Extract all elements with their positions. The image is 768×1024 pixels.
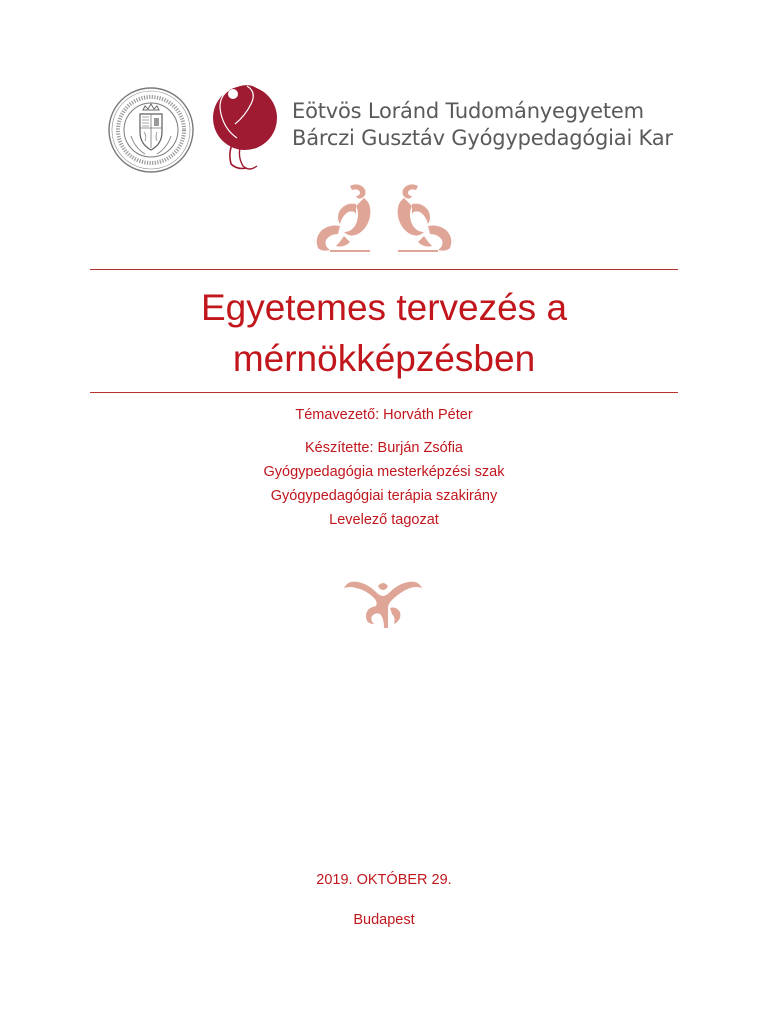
study-mode-line: Levelező tagozat	[329, 512, 439, 528]
title-line-1: Egyetemes tervezés a	[200, 287, 568, 328]
submission-date: 2019. OKTÓBER 29.	[316, 872, 452, 888]
institution-name	[292, 98, 673, 152]
author-line: Készítette: Burján Zsófia	[305, 440, 463, 456]
fleur-ornament-icon	[342, 578, 424, 630]
faculty-name: Bárczi Gusztáv Gyógypedagógiai Kar	[292, 126, 673, 150]
specialization-line: Gyógypedagógiai terápia szakirány	[270, 488, 498, 504]
floral-ornament-icon	[310, 180, 458, 254]
university-name: Eötvös Loránd Tudományegyetem	[292, 99, 644, 123]
supervisor-line: Témavezető: Horváth Péter	[295, 407, 473, 423]
university-seal-icon	[107, 86, 195, 174]
title-top-rule	[90, 269, 678, 270]
program-line: Gyógypedagógia mesterképzési szak	[263, 464, 505, 480]
faculty-logo-icon	[207, 84, 279, 172]
city: Budapest	[353, 912, 415, 928]
document-title	[90, 282, 678, 384]
title-line-2: mérnökképzésben	[232, 338, 536, 379]
title-bottom-rule	[90, 392, 678, 393]
